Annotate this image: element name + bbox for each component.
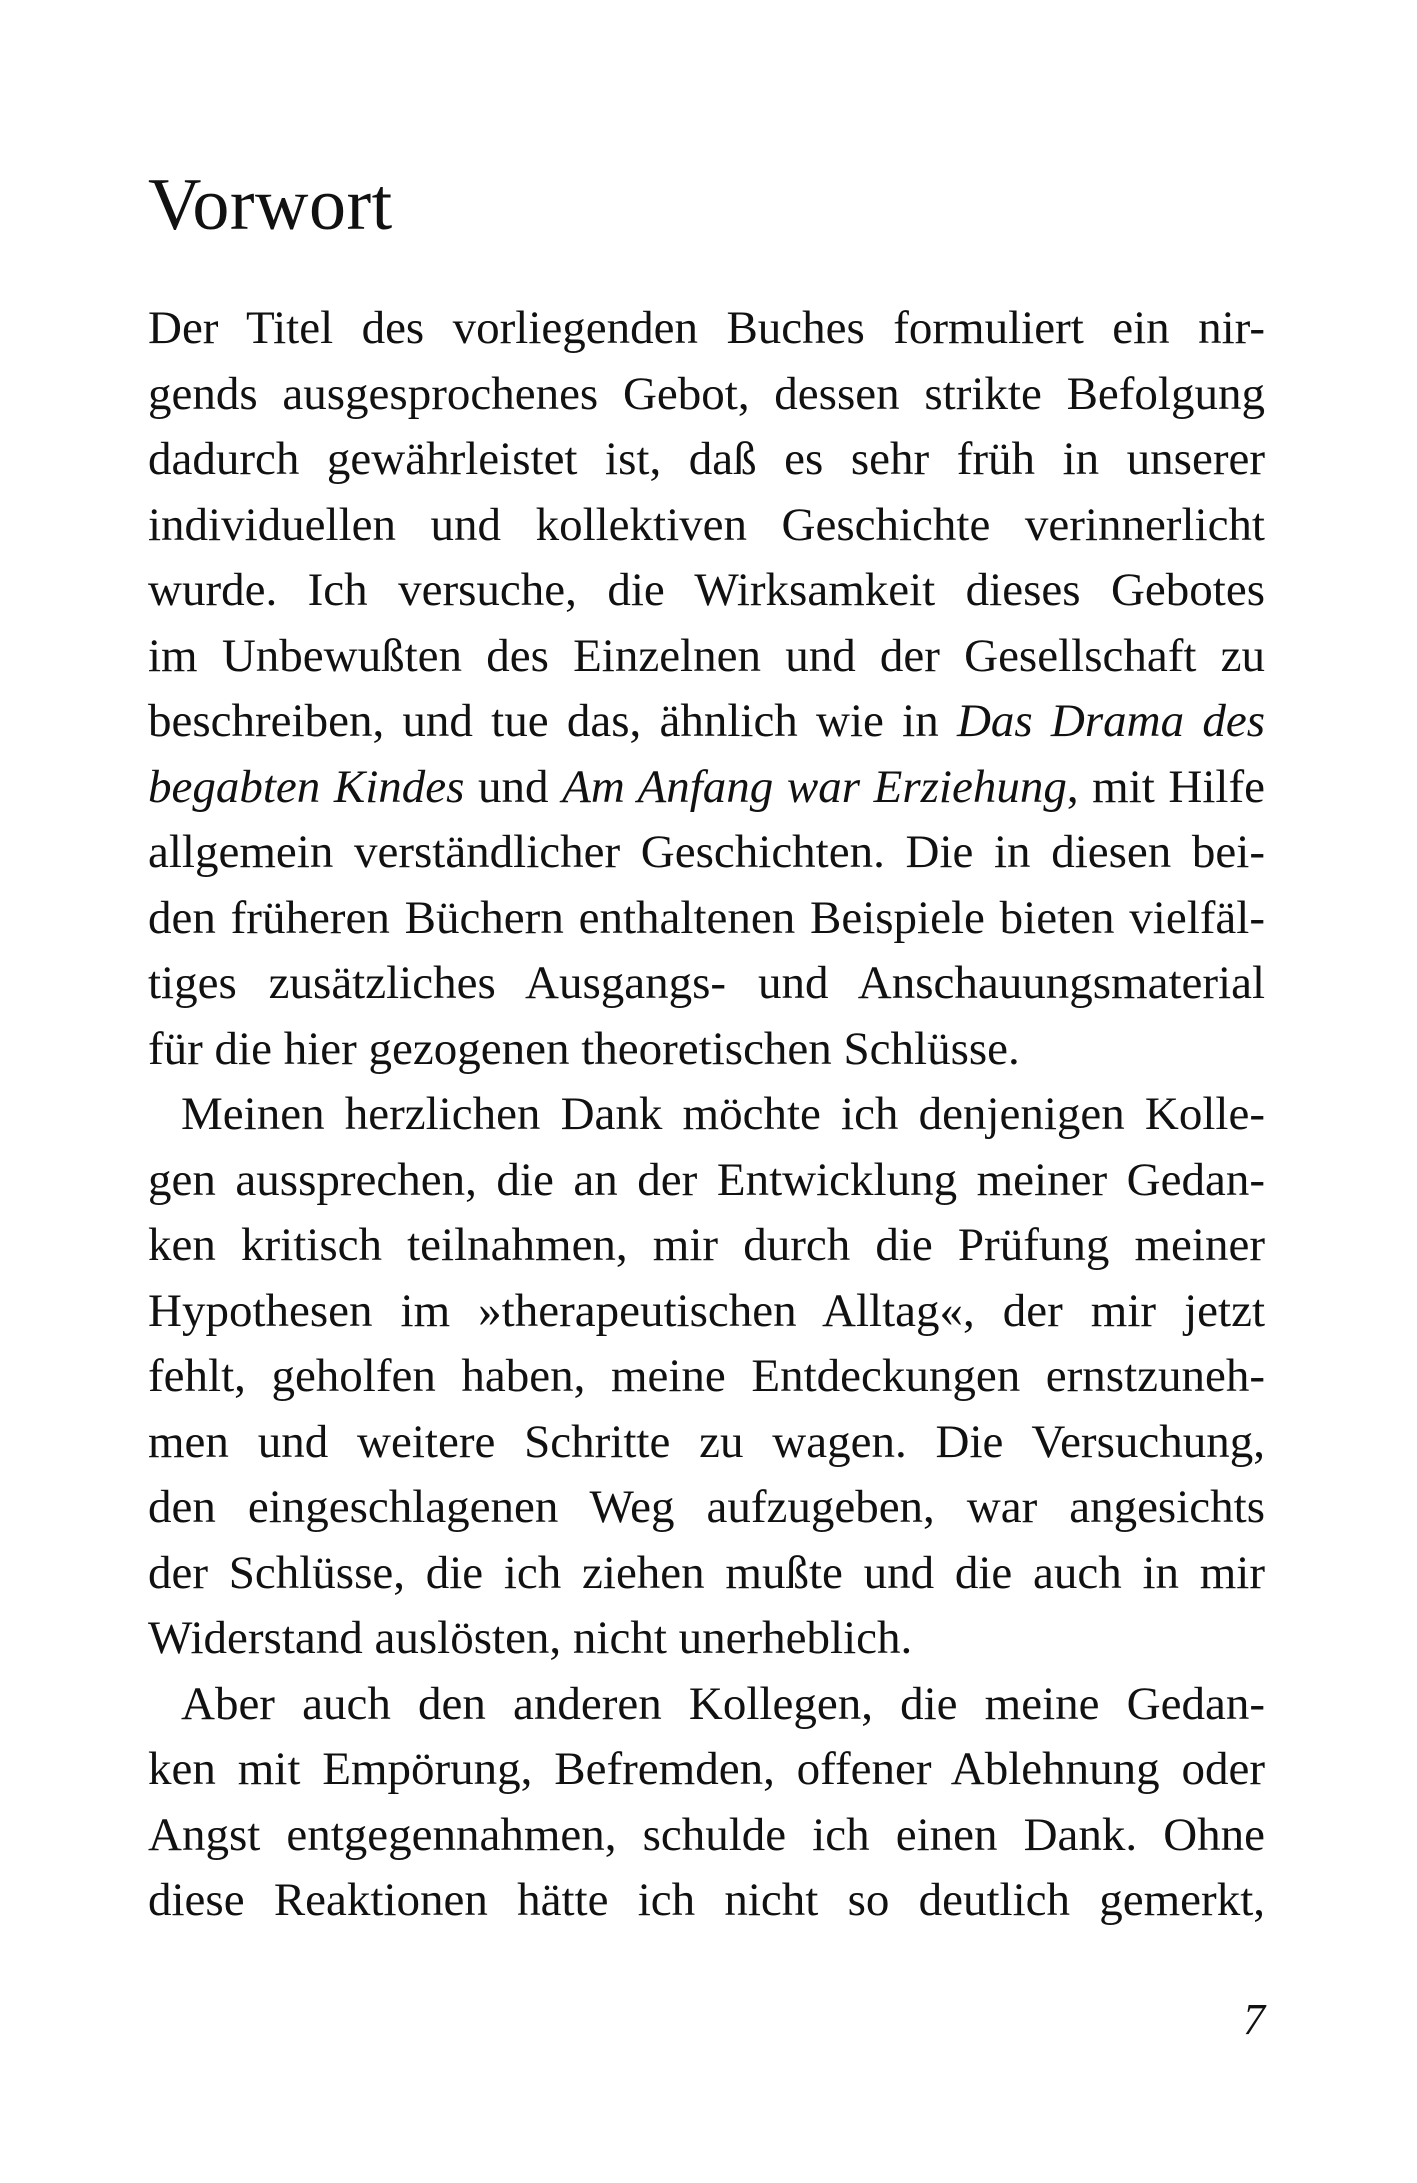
text-line — [148, 1344, 1265, 1410]
text-line — [148, 1213, 1265, 1279]
text-line — [148, 1475, 1265, 1541]
text-line — [148, 1279, 1265, 1345]
text-segment: Angst entgegennahmen, schulde ich einen Dank. Ohne — [148, 1808, 1265, 1861]
text-line — [148, 493, 1265, 559]
text-segment: im Unbewußten des Einzelnen und der Gesellschaft zu — [148, 629, 1265, 682]
body-text — [148, 296, 1265, 1934]
italic-title-segment: Das Drama des — [956, 695, 1265, 747]
text-line — [148, 296, 1265, 362]
text-line — [148, 1803, 1265, 1869]
text-segment: men und weitere Schritte zu wagen. Die Versuchung, — [148, 1415, 1265, 1468]
page-number: 7 — [1243, 1995, 1265, 2044]
text-segment: gen aussprechen, die an der Entwicklung meiner Gedan- — [148, 1153, 1265, 1206]
text-segment: wurde. Ich versuche, die Wirksamkeit dieses Gebotes — [148, 564, 1265, 616]
chapter-title: Vorwort — [148, 164, 393, 246]
text-segment: Der Titel des vorliegenden Buches formuliert ein nir- — [148, 302, 1265, 354]
text-line — [148, 689, 1265, 755]
text-line — [148, 1017, 1265, 1083]
italic-title-segment: begabten Kindes — [148, 760, 465, 813]
text-line — [148, 1672, 1265, 1738]
text-line — [148, 1541, 1265, 1607]
text-line — [148, 886, 1265, 952]
text-segment: für die hier gezogenen theoretischen Schlüsse. — [148, 1022, 1020, 1075]
text-line — [148, 558, 1265, 624]
text-segment: individuellen und kollektiven Geschichte verinnerlicht — [148, 498, 1265, 551]
text-segment: Meinen herzlichen Dank möchte ich denjenigen Kolle- — [181, 1088, 1265, 1140]
text-segment: diese Reaktionen hätte ich nicht so deutlich gemerkt, — [148, 1874, 1265, 1926]
italic-title-segment: Am Anfang war Erziehung — [562, 760, 1067, 813]
text-line — [148, 951, 1265, 1017]
text-segment: , mit Hilfe — [1066, 760, 1266, 813]
text-line — [148, 1868, 1265, 1934]
paragraph — [148, 1672, 1265, 1934]
text-segment: Aber auch den anderen Kollegen, die meine Gedan- — [181, 1677, 1265, 1730]
text-line — [148, 1737, 1265, 1803]
text-segment: gends ausgesprochenes Gebot, dessen strikte Befolgung — [148, 367, 1265, 420]
text-line — [148, 755, 1265, 821]
text-segment: tiges zusätzliches Ausgangs- und Anschauungsmaterial — [148, 957, 1265, 1009]
text-segment: Hypothesen im »therapeutischen Alltag«, der mir jetzt — [148, 1284, 1265, 1337]
text-segment: ken kritisch teilnahmen, mir durch die Prüfung meiner — [148, 1219, 1265, 1271]
text-segment: den eingeschlagenen Weg aufzugeben, war angesichts — [148, 1481, 1265, 1533]
text-segment: ken mit Empörung, Befremden, offener Ablehnung oder — [148, 1743, 1265, 1795]
text-line — [148, 427, 1265, 493]
paragraph — [148, 296, 1265, 1082]
text-segment: der Schlüsse, die ich ziehen mußte und die auch in mir — [148, 1546, 1265, 1599]
text-segment: dadurch gewährleistet ist, daß es sehr früh in unserer — [148, 433, 1265, 485]
text-line — [148, 624, 1265, 690]
text-segment: fehlt, geholfen haben, meine Entdeckungen ernstzuneh- — [148, 1350, 1265, 1402]
text-line — [148, 820, 1265, 886]
text-segment: beschreiben, und tue das, ähnlich wie in — [148, 695, 957, 747]
text-segment: und — [464, 760, 563, 813]
text-line — [148, 1410, 1265, 1476]
text-segment: den früheren Büchern enthaltenen Beispiele bieten vielfäl- — [148, 891, 1265, 944]
text-line — [148, 1148, 1265, 1214]
text-segment: Widerstand auslösten, nicht unerheblich. — [148, 1612, 913, 1664]
text-segment: allgemein verständlicher Geschichten. Die in diesen bei- — [148, 826, 1265, 878]
text-line — [148, 1082, 1265, 1148]
paragraph — [148, 1082, 1265, 1672]
text-line — [148, 362, 1265, 428]
text-line — [148, 1606, 1265, 1672]
